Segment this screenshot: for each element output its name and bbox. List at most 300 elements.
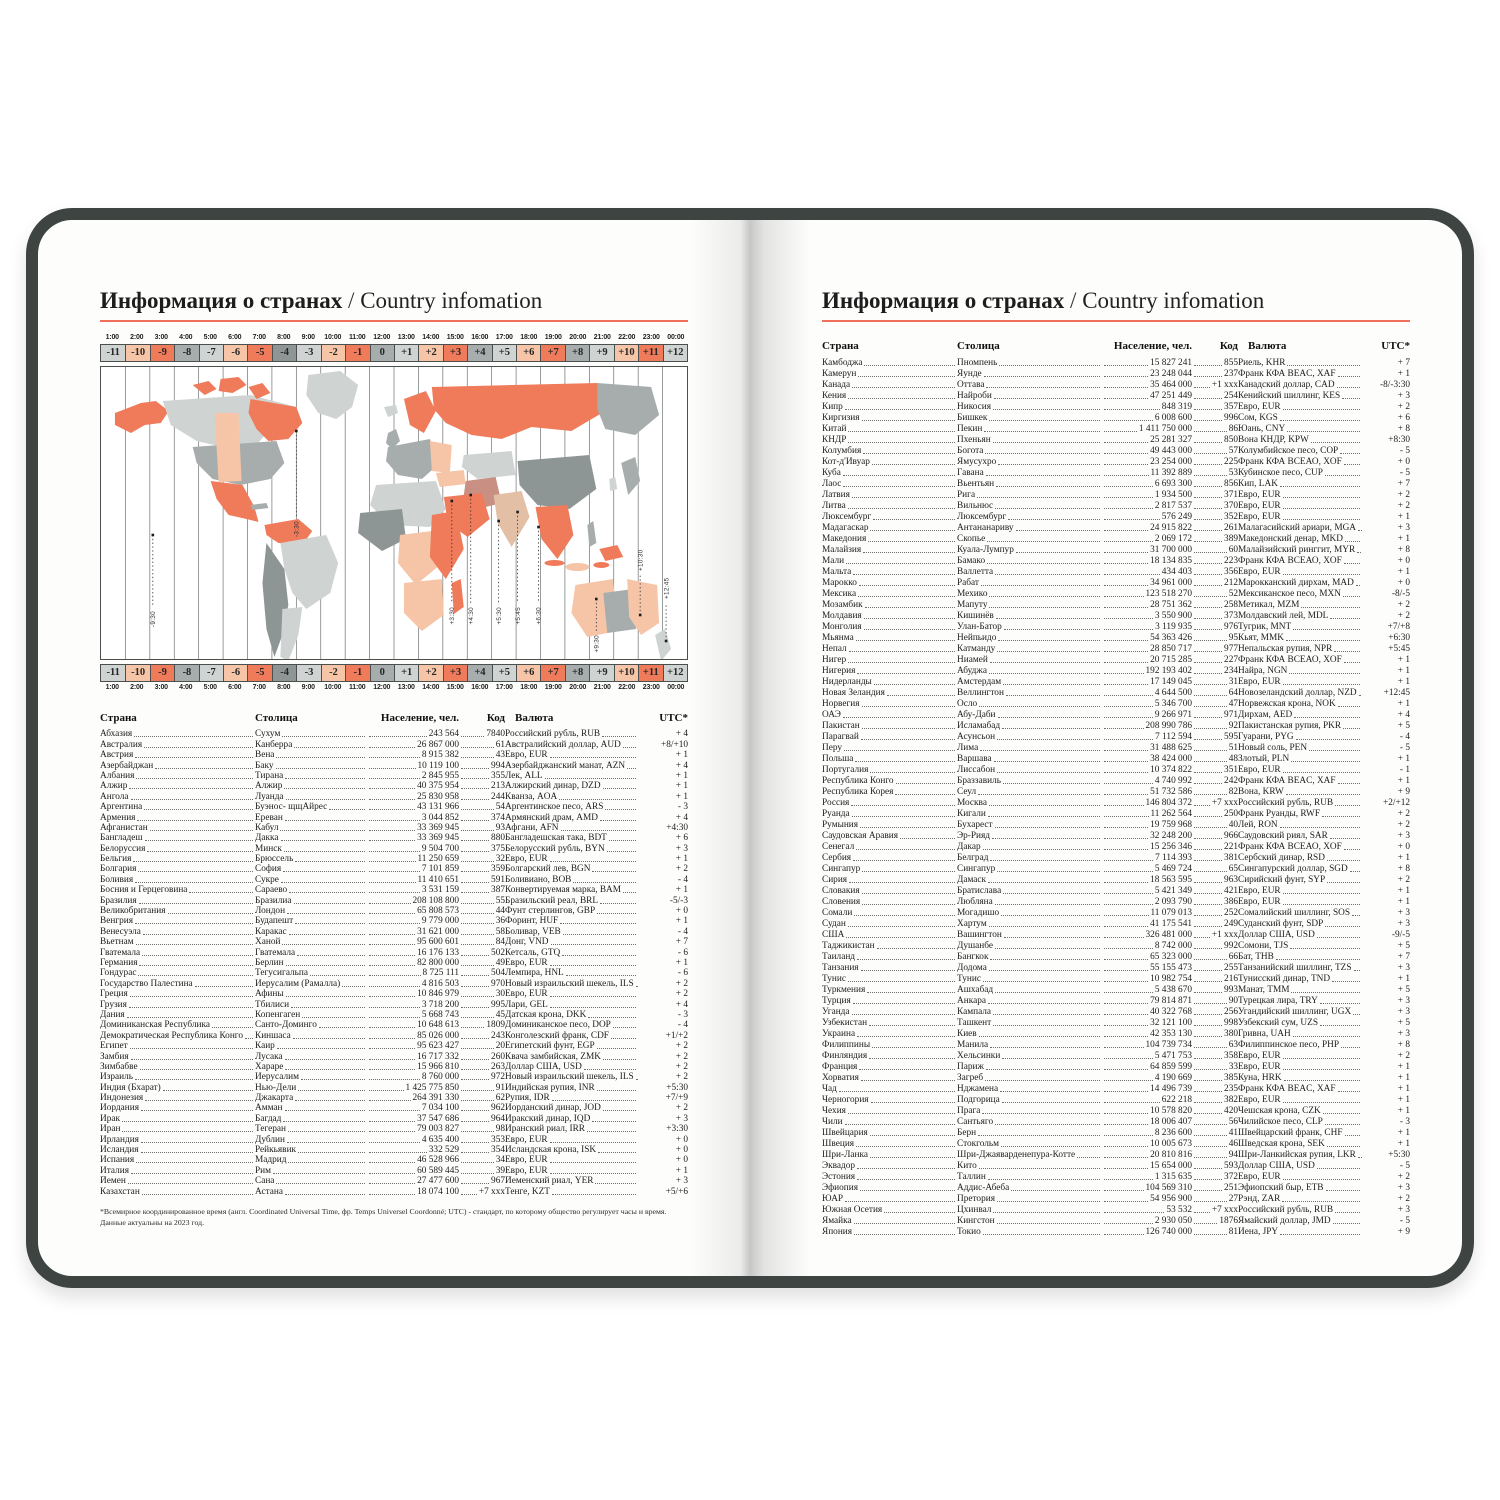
- country-cell: [100, 927, 255, 937]
- code: 237: [1224, 369, 1238, 379]
- utc-offset-cell: [1362, 820, 1410, 830]
- currency: Евро, EUR: [1238, 897, 1281, 907]
- timezone-offset-cell: -8: [174, 345, 198, 361]
- utc-offset: + 6: [675, 833, 688, 844]
- dot-leader: [280, 830, 365, 831]
- dot-leader: [1283, 497, 1360, 498]
- timezone-offset-cell: -4: [272, 345, 296, 361]
- currency: Боливар, VEB: [505, 926, 561, 937]
- currency: Евро, EUR: [1238, 1062, 1281, 1072]
- population: 326 481 000: [1145, 930, 1192, 940]
- population: 2 930 050: [1154, 1216, 1192, 1226]
- utc-offset: + 2: [1397, 809, 1410, 819]
- population: 32 248 200: [1150, 831, 1192, 841]
- population-cell: [1102, 1161, 1192, 1171]
- currency: Евро, EUR: [1238, 402, 1281, 412]
- currency-cell: [1238, 567, 1362, 577]
- half-hour-offset-label: +5:45: [514, 607, 522, 625]
- dot-leader: [369, 1110, 420, 1111]
- currency-cell: [1238, 446, 1362, 456]
- dot-leader: [1332, 981, 1360, 982]
- dot-leader: [874, 684, 955, 685]
- population-cell: [1102, 1073, 1192, 1083]
- country-cell: [822, 886, 957, 896]
- population-cell: [1102, 435, 1192, 445]
- currency-cell: [1238, 765, 1362, 775]
- country-row: [100, 1124, 688, 1134]
- utc-offset-cell: [638, 948, 688, 958]
- dot-leader: [592, 871, 636, 872]
- utc-offset-cell: [638, 1135, 688, 1145]
- dot-leader: [129, 788, 253, 789]
- dot-leader: [1104, 376, 1148, 377]
- currency: Колумбийское песо, COP: [1238, 446, 1339, 456]
- country-row: [822, 467, 1410, 478]
- utc-offset-cell: [1362, 699, 1410, 709]
- utc-offset-cell: [1362, 1084, 1410, 1094]
- dot-leader: [369, 1162, 415, 1163]
- country: Чехия: [822, 1106, 846, 1116]
- dot-leader: [1194, 651, 1222, 652]
- code: 263: [491, 1061, 505, 1072]
- dot-leader: [998, 717, 1100, 718]
- code: 381: [1224, 853, 1238, 863]
- timezone-offset-cell: +2: [418, 345, 442, 361]
- dot-leader: [1194, 530, 1222, 531]
- country-row: [100, 1134, 688, 1144]
- dot-leader: [550, 996, 636, 997]
- capital-cell: [957, 864, 1102, 874]
- dot-leader: [1104, 607, 1148, 608]
- dot-leader: [1194, 1025, 1222, 1026]
- country-cell: [822, 842, 957, 852]
- code-cell: [1192, 1139, 1238, 1149]
- timezone-offset-cell: -2: [321, 665, 345, 681]
- dot-leader: [1194, 563, 1222, 564]
- country-row: [822, 533, 1410, 544]
- currency: Франк КФА BEAC, XAF: [1238, 776, 1336, 786]
- population-cell: [367, 1155, 459, 1165]
- code-cell: [1192, 776, 1238, 786]
- country: Иран: [100, 1124, 121, 1135]
- dot-leader: [1104, 728, 1144, 729]
- population-cell: [1102, 644, 1192, 654]
- dot-leader: [1004, 629, 1100, 630]
- population-cell: [367, 875, 459, 885]
- capital-cell: [957, 1029, 1102, 1039]
- dot-leader: [1293, 629, 1360, 630]
- hour-label: 20:00: [569, 334, 587, 341]
- utc-offset-cell: [1362, 1018, 1410, 1028]
- dot-leader: [1104, 365, 1148, 366]
- dot-leader: [461, 996, 494, 997]
- currency: Армянский драм, AMD: [505, 812, 599, 823]
- utc-offset: + 1: [1397, 1084, 1410, 1094]
- country: Венесуэла: [100, 926, 141, 937]
- country-row: [100, 1072, 688, 1082]
- country-cell: [822, 1205, 957, 1215]
- dot-leader: [1344, 563, 1360, 564]
- country: Болгария: [100, 864, 137, 875]
- dot-leader: [1334, 651, 1360, 652]
- capital: Стокгольм: [957, 1139, 1000, 1149]
- currency: Новый соль, PEN: [1238, 743, 1308, 753]
- country-cell: [822, 919, 957, 929]
- dot-leader: [990, 662, 1100, 663]
- utc-offset-cell: [1362, 435, 1410, 445]
- hour-label: 10:00: [324, 684, 342, 691]
- capital: Санто-Доминго: [255, 1020, 317, 1031]
- capital-cell: [957, 523, 1102, 533]
- population-cell: [367, 1176, 459, 1186]
- dot-leader: [597, 913, 636, 914]
- population-cell: [1102, 666, 1192, 676]
- capital: Каир: [255, 1041, 275, 1052]
- code-cell: [1192, 424, 1238, 434]
- code-cell: [1192, 1051, 1238, 1061]
- country: Польша: [822, 754, 854, 764]
- utc-offset: + 1: [1397, 853, 1410, 863]
- dot-leader: [1283, 1069, 1360, 1070]
- population-cell: [1102, 1128, 1192, 1138]
- currency: Франк КФА ВСЕАО, XOF: [1238, 655, 1342, 665]
- dot-leader: [1283, 1102, 1360, 1103]
- population-cell: [1102, 1194, 1192, 1204]
- code-cell: [1192, 457, 1238, 467]
- utc-offset: + 5: [1397, 985, 1410, 995]
- capital-cell: [255, 833, 367, 843]
- population: 65 808 573: [417, 906, 459, 917]
- code: 966: [1224, 831, 1238, 841]
- capital-cell: [957, 1018, 1102, 1028]
- timezone-offset-cell: -9: [150, 345, 174, 361]
- currency: Эфиопский быр, ETB: [1238, 1183, 1324, 1193]
- utc-offset: + 3: [675, 843, 688, 854]
- code: 54: [495, 802, 505, 813]
- country-cell: [822, 1216, 957, 1226]
- population-cell: [367, 968, 459, 978]
- hour-label: 6:00: [228, 684, 242, 691]
- dot-leader: [1194, 1190, 1222, 1191]
- dot-leader: [559, 799, 636, 800]
- utc-offset-cell: [1362, 963, 1410, 973]
- dot-leader: [369, 1142, 420, 1143]
- code: +1 xxx: [1211, 930, 1238, 940]
- country: Абхазия: [100, 729, 133, 740]
- dot-leader: [985, 453, 1100, 454]
- country-cell: [822, 1084, 957, 1094]
- capital: Копенгаген: [255, 1009, 301, 1020]
- dot-leader: [1194, 915, 1222, 916]
- code-cell: [1192, 919, 1238, 929]
- population-cell: [1102, 534, 1192, 544]
- utc-offset: + 1: [1397, 1128, 1410, 1138]
- code-cell: [1192, 974, 1238, 984]
- utc-offset-cell: [638, 1020, 688, 1030]
- country: Нигерия: [822, 666, 856, 676]
- currency: Непальская рупия, NPR: [1238, 644, 1333, 654]
- population: 1 315 635: [1154, 1172, 1192, 1182]
- code: 993: [1224, 985, 1238, 995]
- utc-offset-cell: [638, 771, 688, 781]
- population-cell: [367, 1083, 459, 1093]
- country-row: [100, 1103, 688, 1113]
- utc-offset: +5:45: [1388, 644, 1410, 654]
- country: Сербия: [822, 853, 852, 863]
- currency: Иорданский динар, JOD: [505, 1103, 601, 1114]
- utc-offset: + 3: [1397, 963, 1410, 973]
- dot-leader: [461, 892, 489, 893]
- dot-leader: [141, 1110, 253, 1111]
- dot-leader: [276, 757, 365, 758]
- code: +7 xxx: [1211, 1205, 1238, 1215]
- world-timezone-map: [100, 366, 688, 660]
- population-cell: [1102, 820, 1192, 830]
- utc-offset-cell: [1362, 567, 1410, 577]
- dot-leader: [1008, 519, 1100, 520]
- dot-leader: [276, 1183, 365, 1184]
- capital: Сеул: [957, 787, 977, 797]
- country: Армения: [100, 812, 136, 823]
- dot-leader: [1104, 464, 1148, 465]
- left-page: [38, 220, 750, 1276]
- dot-leader: [1077, 1157, 1100, 1158]
- currency-cell: [1238, 776, 1362, 786]
- dot-leader: [603, 1059, 636, 1060]
- code-cell: [459, 1000, 505, 1010]
- capital: Хартум: [957, 919, 987, 929]
- dot-leader: [864, 629, 955, 630]
- population-cell: [1102, 1117, 1192, 1127]
- code-cell: [1192, 864, 1238, 874]
- dot-leader: [848, 926, 955, 927]
- currency: Кип, LAK: [1238, 479, 1278, 489]
- country-row: [100, 978, 688, 988]
- timezone-offset-cell: -6: [223, 665, 247, 681]
- dot-leader: [1104, 717, 1153, 718]
- capital: Абу-Даби: [957, 710, 996, 720]
- dot-leader: [298, 1152, 365, 1153]
- population: 18 563 595: [1150, 875, 1192, 885]
- dot-leader: [1283, 1179, 1360, 1180]
- country: Австралия: [100, 739, 143, 750]
- code: 242: [1224, 776, 1238, 786]
- header-currency: Валюта: [1248, 340, 1287, 352]
- country-cell: [100, 1093, 255, 1103]
- capital-cell: [957, 556, 1102, 566]
- dot-leader: [852, 387, 955, 388]
- capital-cell: [957, 1095, 1102, 1105]
- capital-cell: [255, 771, 367, 781]
- dot-leader: [1104, 915, 1149, 916]
- code: 20: [495, 1041, 505, 1052]
- dot-leader: [1327, 1146, 1360, 1147]
- capital-cell: [255, 896, 367, 906]
- population: 35 464 000: [1150, 380, 1192, 390]
- country-row: [822, 1226, 1410, 1237]
- capital: Берлин: [255, 957, 284, 968]
- utc-offset: + 1: [1397, 369, 1410, 379]
- capital-cell: [255, 1083, 367, 1093]
- code-cell: [1192, 886, 1238, 896]
- capital-cell: [957, 677, 1102, 687]
- dot-leader: [1194, 442, 1222, 443]
- footnote-line-2: Данные актуальны на 2023 год.: [100, 1217, 205, 1227]
- country-row: [100, 1051, 688, 1061]
- utc-offset-cell: [1362, 1095, 1410, 1105]
- currency: Найра, NGN: [1238, 666, 1288, 676]
- population: 2 817 537: [1154, 501, 1192, 511]
- half-hour-offset-label: +4:30: [467, 607, 475, 625]
- code: 256: [1224, 1007, 1238, 1017]
- utc-offset: + 4: [675, 760, 688, 771]
- currency: Турецкая лира, TRY: [1238, 996, 1318, 1006]
- capital-cell: [957, 721, 1102, 731]
- hour-label: 4:00: [179, 684, 193, 691]
- dot-leader: [996, 618, 1100, 619]
- dot-leader: [1289, 673, 1360, 674]
- utc-offset: + 2: [1397, 1194, 1410, 1204]
- dot-leader: [281, 840, 366, 841]
- utc-offset-cell: [638, 1145, 688, 1155]
- code: 962: [491, 1103, 505, 1114]
- currency-cell: [505, 1093, 638, 1103]
- dot-leader: [461, 851, 489, 852]
- page-title-ru: Информация о странах: [822, 288, 1065, 313]
- dot-leader: [1194, 926, 1222, 927]
- dot-leader: [1194, 860, 1222, 861]
- country-row: [822, 874, 1410, 885]
- code-cell: [1192, 798, 1238, 808]
- currency: Метикал, MZM: [1238, 600, 1300, 610]
- population-cell: [1102, 1007, 1192, 1017]
- country-cell: [822, 611, 957, 621]
- currency: Злотый, PLN: [1238, 754, 1290, 764]
- code-cell: [1192, 908, 1238, 918]
- population: 24 915 822: [1150, 523, 1192, 533]
- population-cell: [367, 885, 459, 895]
- country-row: [100, 1082, 688, 1092]
- utc-offset-cell: [1362, 501, 1410, 511]
- hour-label: 16:00: [471, 334, 489, 341]
- country-cell: [100, 1114, 255, 1124]
- country-cell: [100, 729, 255, 739]
- timezone-offset-cell: -5: [247, 665, 271, 681]
- timezone-offset-cell: +5: [492, 345, 516, 361]
- code-cell: [459, 1145, 505, 1155]
- country-row: [822, 720, 1410, 731]
- currency-cell: [1238, 688, 1362, 698]
- population-cell: [1102, 1216, 1192, 1226]
- capital: Афины: [255, 989, 284, 1000]
- capital: Белград: [957, 853, 989, 863]
- code-cell: [459, 761, 505, 771]
- code-cell: [1192, 677, 1238, 687]
- code: 91: [495, 1082, 505, 1093]
- utc-offset: + 1: [1397, 1139, 1410, 1149]
- dot-leader: [1327, 882, 1360, 883]
- currency-cell: [505, 1083, 638, 1093]
- capital: Оттава: [957, 380, 985, 390]
- utc-offset-cell: [1362, 1040, 1410, 1050]
- population-cell: [1102, 732, 1192, 742]
- currency-cell: [1238, 798, 1362, 808]
- country: Белоруссия: [100, 843, 146, 854]
- population: 7 114 393: [1155, 853, 1192, 863]
- country-row: [822, 1028, 1410, 1039]
- utc-offset: + 1: [1397, 534, 1410, 544]
- code-cell: [459, 1093, 505, 1103]
- header-code: Код: [1219, 340, 1238, 352]
- dot-leader: [597, 1090, 636, 1091]
- country-cell: [822, 765, 957, 775]
- dot-leader: [1194, 739, 1222, 740]
- utc-offset: + 2: [675, 1072, 688, 1083]
- code: 36: [495, 916, 505, 927]
- code-cell: [1192, 446, 1238, 456]
- code-cell: [1192, 589, 1238, 599]
- utc-offset: - 4: [677, 874, 688, 885]
- hour-label: 2:00: [130, 334, 144, 341]
- capital-cell: [957, 534, 1102, 544]
- currency: Конголезский франк, CDF: [505, 1030, 609, 1041]
- capital: Катманду: [957, 644, 996, 654]
- population: 23 248 044: [1150, 369, 1192, 379]
- country-cell: [100, 1145, 255, 1155]
- dot-leader: [1287, 365, 1360, 366]
- dot-leader: [863, 453, 955, 454]
- currency: Бат, THB: [1238, 952, 1274, 962]
- country-row: [100, 1062, 688, 1072]
- population: 5 668 743: [421, 1009, 459, 1020]
- dot-leader: [461, 923, 494, 924]
- dot-leader: [1194, 1069, 1227, 1070]
- dot-leader: [369, 757, 420, 758]
- country-row: [822, 599, 1410, 610]
- dot-leader: [369, 1048, 415, 1049]
- code-cell: [1192, 1007, 1238, 1017]
- dot-leader: [1327, 860, 1360, 861]
- dot-leader: [858, 376, 955, 377]
- utc-offset: + 4: [675, 999, 688, 1010]
- code: 250: [1224, 809, 1238, 819]
- dot-leader: [1353, 1014, 1360, 1015]
- utc-offset: +7/+8: [1387, 622, 1410, 632]
- population-cell: [1102, 897, 1192, 907]
- population: 11 392 889: [1150, 468, 1192, 478]
- code: 856: [1224, 479, 1238, 489]
- utc-offset: + 1: [675, 957, 688, 968]
- currency-cell: [505, 854, 638, 864]
- dot-leader: [1104, 761, 1148, 762]
- country-row: [100, 854, 688, 864]
- population-cell: [1102, 1106, 1192, 1116]
- country-cell: [100, 771, 255, 781]
- currency-cell: [1238, 941, 1362, 951]
- dot-leader: [295, 923, 365, 924]
- country: Зимбабве: [100, 1061, 138, 1072]
- country: Азербайджан: [100, 760, 154, 771]
- country-row: [822, 401, 1410, 412]
- population-cell: [367, 927, 459, 937]
- capital: Лима: [957, 743, 979, 753]
- population: 79 814 871: [1150, 996, 1192, 1006]
- hour-label: 14:00: [422, 684, 440, 691]
- spine-shadow: [690, 220, 810, 1276]
- dot-leader: [284, 788, 365, 789]
- capital-cell: [255, 1187, 367, 1197]
- country: Казахстан: [100, 1186, 140, 1197]
